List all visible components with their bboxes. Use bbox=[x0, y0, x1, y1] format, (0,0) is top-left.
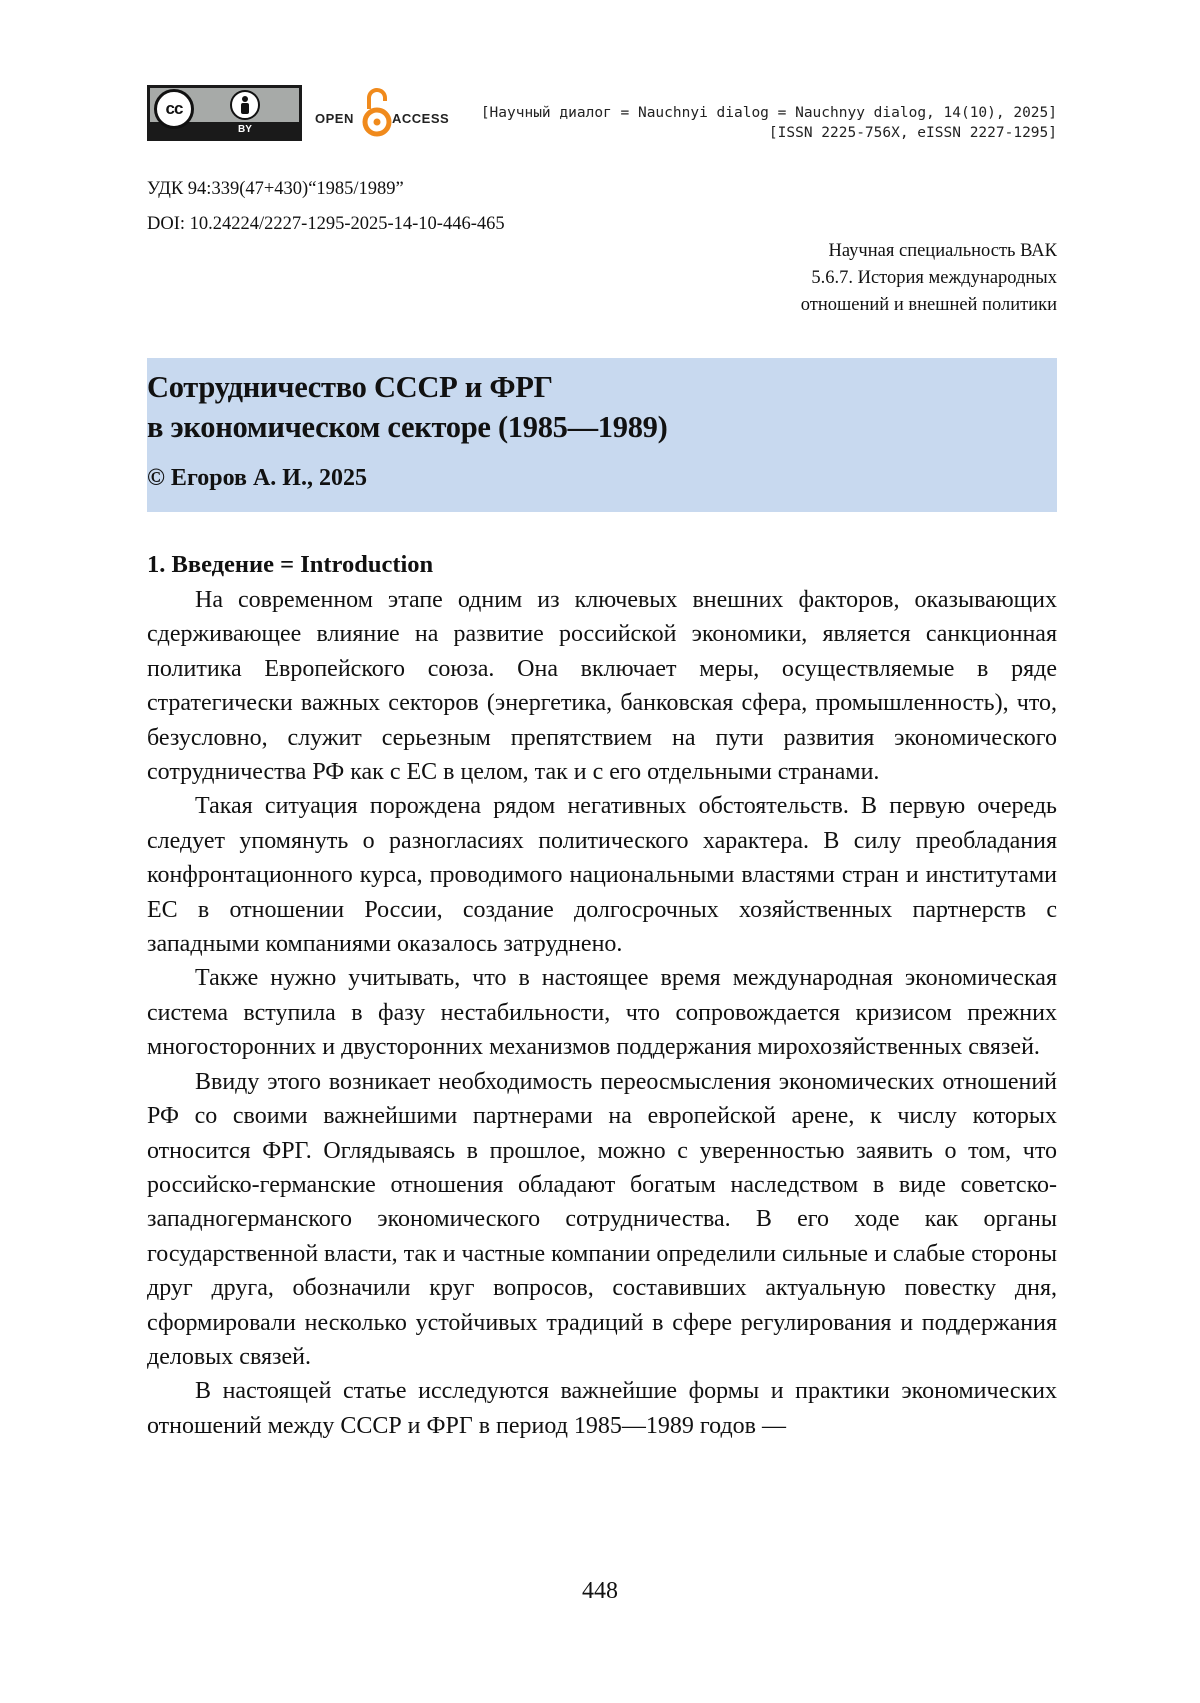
article-title-line: в экономическом секторе (1985—1989) bbox=[147, 410, 668, 444]
journal-info bbox=[481, 103, 1057, 143]
body-paragraph: На современном этапе одним из ключевых внешних факторов, оказывающих сдерживающее влияние на развитие российской экономики, является санкционная политика Европейского союза. Она включает меры, осуществляемые в ряде стратегически важных секторов (энергетика, банковская сфера, промышленность), что, безусловно, служит серьезным препятствием на пути развития экономического сотрудничества РФ как с ЕС в целом, так и с его отдельными странами. bbox=[147, 587, 1057, 786]
section-heading: 1. Введение = Introduction bbox=[147, 551, 434, 578]
body-paragraph: Также нужно учитывать, что в настоящее время международная экономическая система вступила в фазу нестабильности, что сопровождается кризисом прежних многосторонних и двусторонних механизмов поддержания мирохозяйственных связей. bbox=[147, 965, 1057, 1061]
vak-line: 5.6.7. История международных bbox=[811, 268, 1057, 288]
open-access-logo[interactable] bbox=[315, 85, 475, 139]
open-access-lock-icon bbox=[362, 85, 392, 139]
body-paragraph: Ввиду этого возникает необходимость переосмысления экономических отношений РФ со своими важнейшими партнерами на европейской арене, к числу которых относится ФРГ. Оглядываясь в прошлое, можно с уверенностью заявить о том, что российско-германские отношения обладают богатым наследством в виде советско-западногерманского экономического сотрудничества. В его ходе как органы государственной власти, так и частные компании определили сильные и слабые стороны друг друга, обозначили круг вопросов, составивших актуальную повестку дня, сформировали несколько устойчивых традиций в сфере регулирования и поддержания деловых связей. bbox=[147, 1068, 1057, 1370]
vak-line: отношений и внешней политики bbox=[800, 295, 1057, 315]
cc-icon: cc bbox=[154, 89, 194, 129]
vak-line: Научная специальность ВАК bbox=[828, 241, 1057, 261]
open-access-left-text: OPEN bbox=[315, 111, 354, 126]
page-header bbox=[147, 85, 1057, 141]
title-block bbox=[147, 358, 1057, 512]
journal-issn: [ISSN 2225-756X, eISSN 2227-1295] bbox=[768, 125, 1057, 141]
article-author: © Егоров А. И., 2025 bbox=[147, 465, 367, 491]
article-title-line: Сотрудничество СССР и ФРГ bbox=[147, 370, 553, 404]
page-number: 448 bbox=[582, 1578, 618, 1604]
journal-citation: [Научный диалог = Nauchnyi dialog = Nauchnyy dialog, 14(10), 2025] bbox=[480, 105, 1057, 121]
vak-specialty bbox=[801, 238, 1057, 319]
udk-code: УДК 94:339(47+430)“1985/1989” bbox=[147, 179, 404, 199]
by-label: BY bbox=[238, 124, 252, 135]
open-access-right-text: ACCESS bbox=[392, 111, 450, 126]
article-body bbox=[147, 583, 1057, 1443]
doi-link[interactable]: DOI: 10.24224/2227-1295-2025-14-10-446-465 bbox=[147, 214, 505, 234]
body-paragraph: В настоящей статье исследуются важнейшие формы и практики экономических отношений между СССР и ФРГ в период 1985—1989 годов — bbox=[147, 1378, 1057, 1439]
by-person-icon bbox=[230, 90, 260, 120]
cc-by-license-badge[interactable] bbox=[147, 85, 302, 141]
body-paragraph: Такая ситуация порождена рядом негативных обстоятельств. В первую очередь следует упомянуть о разногласиях политического характера. В силу преобладания конфронтационного курса, проводимого национальными властями стран и институтами ЕС в отношении России, создание долгосрочных хозяйственных партнерств с западными компаниями оказалось затруднено. bbox=[147, 793, 1057, 958]
